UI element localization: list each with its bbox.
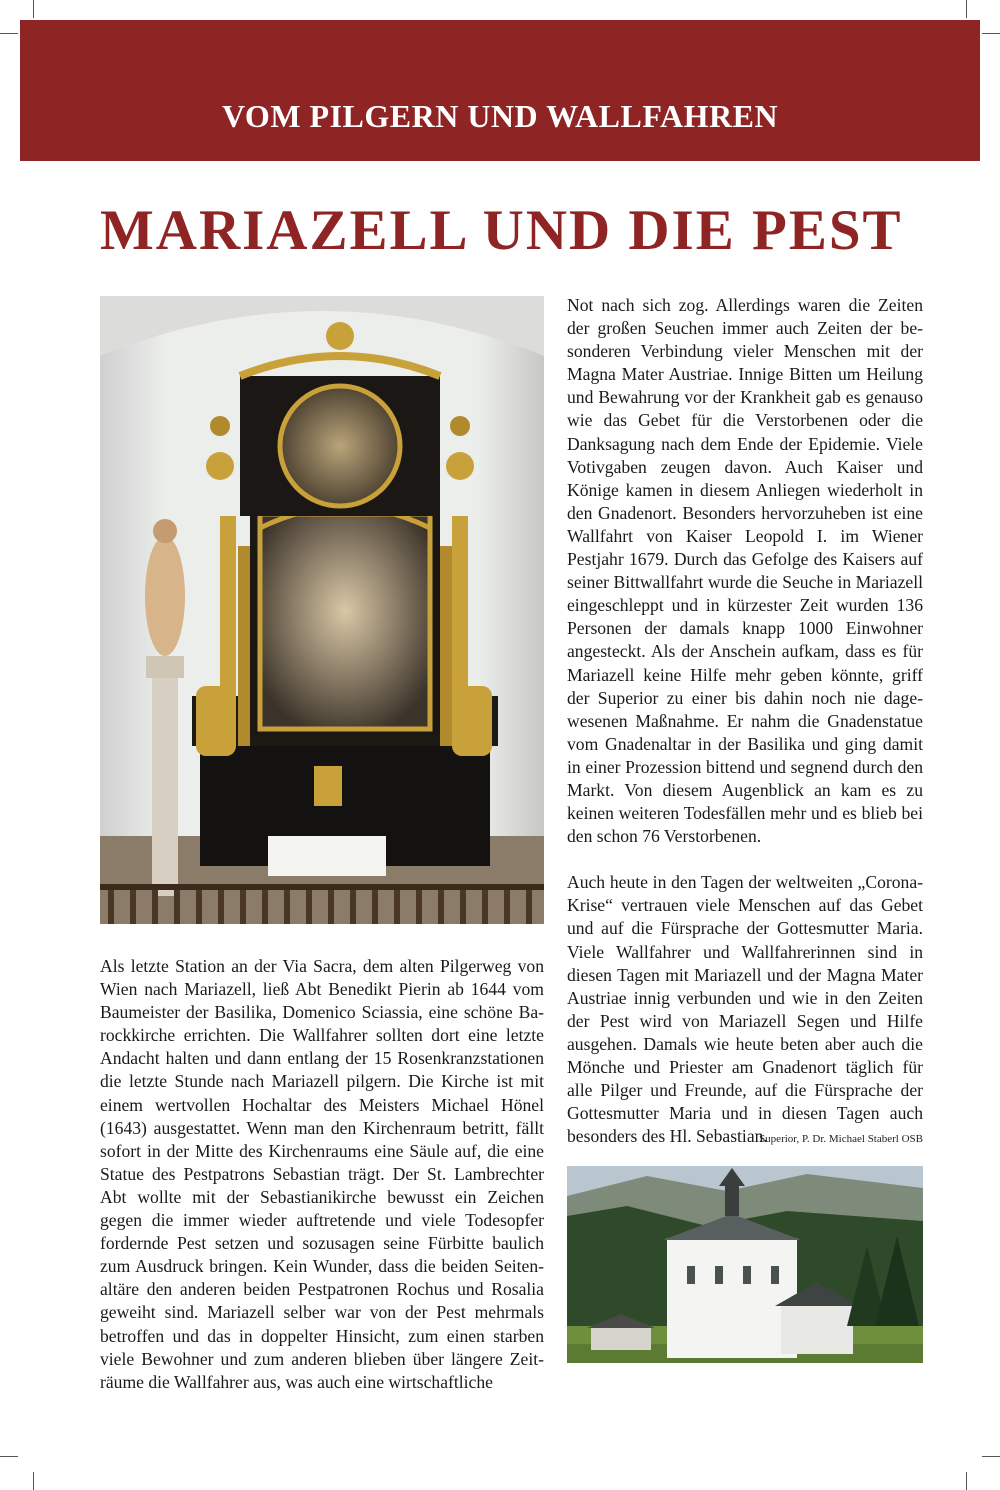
crop-mark	[33, 0, 34, 18]
author-signature: Superior, P. Dr. Michael Staberl OSB	[759, 1133, 923, 1145]
section-banner	[20, 20, 980, 161]
section-title: VOM PILGERN UND WALLFAHREN	[221, 98, 779, 134]
crop-mark	[966, 1472, 967, 1490]
crop-mark	[33, 1472, 34, 1490]
altar-photo	[100, 296, 544, 924]
crop-mark	[0, 1456, 18, 1457]
crop-mark	[982, 33, 1000, 34]
paragraph: Auch heute in den Tagen der weltweiten „Corona-Krise“ vertrauen viele Menschen auf das Gebet und auf die Fürsprache der Gottesmutter Maria. Viele Wallfahrer und Wallfahrerinnen sind in diesen Tagen mit Mariazell und der Magna Mater Austriae innig verbunden und wie in den Zeiten der Pest wird von Mariazell Segen und Hilfe ausgehen. Damals wie heute beten aber auch die Mönche und Priester am Gnadenort täglich für alle Pilger und Freunde, auf die Fürsprache der Gottesmutter Maria und in diesen Tagen auch besonders des Hl. Sebastian.	[567, 872, 923, 1147]
paragraph: Als letzte Station an der Via Sacra, dem alten Pilgerweg von Wien nach Mariazell, ließ Abt Benedikt Pierin ab 1644 vom Baumeister der Basilika, Domenico Sciassia, eine schöne Barockkirche errichten. Die Wallfahrer sollten dort eine letzte Andacht halten und dann entlang der 15 Rosenkranzstationen die letzte Stunde nach Mariazell pilgern. Die Kirche ist mit einem wertvollen Hochaltar des Meisters Michael Hönel (1643) ausgestattet. Wenn man den Kirchenraum betritt, fällt sofort in der Mitte des Kirchenraums eine Säule auf, die eine Statue des Pestpatrons Sebastian trägt. Der St. Lambrechter Abt wollte mit der Sebastianikirche bewusst ein Zeichen gegen die immer wieder auftretende und viele Todesopfer fordernde Pest setzen und sozusagen seine Fürbitte baulich zum Ausdruck bringen. Kein Wunder, dass die beiden Seitenaltäre den anderen beiden Pestpatronen Rochus und Rosalia geweiht sind. Mariazell selber war von der Pest mehrmals betroffen und das in doppelter Hinsicht, zum einen starben viele Bewohner und zum anderen blieben über längere Zeiträume die Wallfahrer aus, was auch eine wirtschaftliche	[100, 956, 544, 1392]
crop-mark	[0, 33, 18, 34]
paragraph: Not nach sich zog. Allerdings waren die Zeiten der großen Seuchen immer auch Zeiten der besonderen Verbindung vieler Menschen mit der Magna Mater Austriae. Innige Bitten um Heilung und Bewahrung vor der Krankheit gab es genauso wie das Gebet für die Verstorbenen oder die Danksagung nach dem Ende der Epidemie. Viele Votivgaben zeugen davon. Auch Kaiser und Könige kamen in diesem Anliegen wiederholt in den Gnadenort. Besonders hervorzuheben ist eine Wallfahrt von Kaiser Leopold I. im Wiener Pestjahr 1679. Durch das Gefolge des Kaisers auf seiner Bittwallfahrt wurde die Seuche in Mariazell eingeschleppt und in kürzester Zeit wurden 136 Personen der damals knapp 1000 Einwohner angesteckt. Als der Anschein aufkam, dass es für Mariazell keine Hilfe mehr geben könnte, griff der Superior zu einer bis dahin noch nie dagewesenen Maßnahme. Er nahm die Gnadenstatue vom Gnadenaltar in der Basilika und ging damit in einer Prozession bittend und segnend durch den Markt. Von diesem Augenblick an kam es zu keinen weiteren Todesfällen mehr und es blieb bei den schon 76 Verstorbenen.	[567, 295, 923, 847]
right-column-text	[567, 294, 923, 1148]
crop-mark	[966, 0, 967, 18]
article-title: MARIAZELL UND DIE PEST	[100, 199, 903, 262]
crop-mark	[982, 1456, 1000, 1457]
church-exterior-photo	[567, 1166, 923, 1363]
left-column-text	[100, 955, 544, 1394]
